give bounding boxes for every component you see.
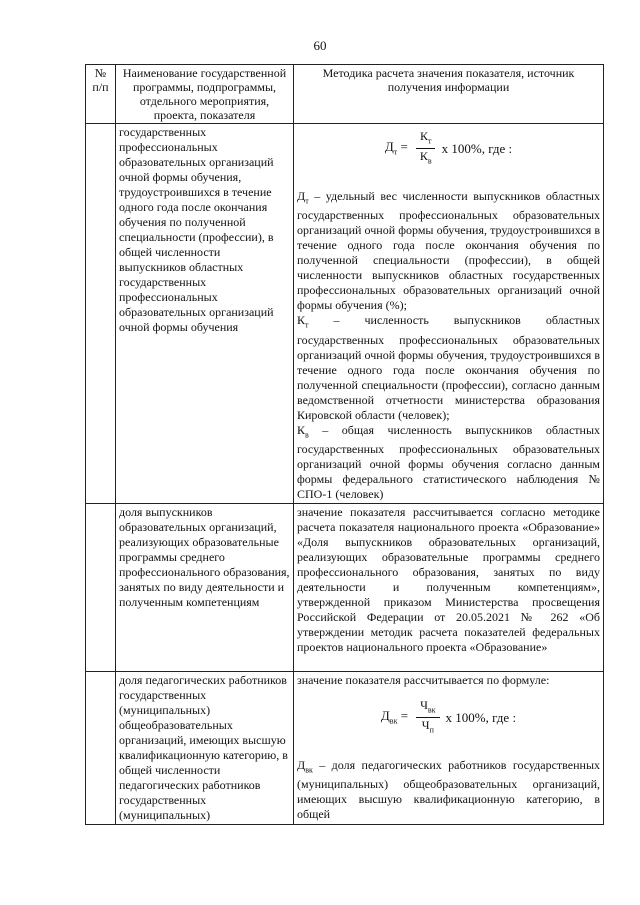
method-cell	[294, 124, 604, 504]
formula-tail: x 100%, где :	[441, 141, 513, 157]
header-method: Методика расчета значения показателя, источник получения информации	[294, 65, 604, 124]
method-cell: значение показателя рассчитывается согласно методике расчета показателя национального проекта «Образование» «Доля выпускников образовательных организаций, реализующих образовательные программы среднего профессионального образования, занятых по виду деятельности и полученным компетенциям», утвержденной приказом Министерства просвещения Российской Федерации от 20.05.2021 № 262 «Об утверждении методик расчета показателей федеральных проектов национального проекта «Образование»	[294, 503, 604, 671]
header-num: № п/п	[86, 65, 116, 124]
formula-fraction	[416, 129, 436, 169]
formula-lhs-sub: т	[393, 147, 398, 157]
definition: $К_т$ – численность выпускников областных государственных профессиональных образовательных организаций очной формы обучения, трудоустроившихся в течение одного года после окончания обучения по полученной специальности (профессии), согласно данным ведомственной отчетности министерства образования Кировской области (человек);	[297, 313, 600, 422]
formula-den: Ч	[421, 718, 430, 733]
formula-den: К	[419, 149, 428, 164]
table-row	[86, 671, 604, 824]
method-cell	[294, 671, 604, 824]
formula-num: Ч	[420, 697, 428, 712]
header-name: Наименование государственной программы, подпрограммы, отдельного мероприятия, проекта, показателя	[116, 65, 294, 124]
method-intro: значение показателя рассчитывается по формуле:	[297, 672, 550, 687]
indicator-name: государственных профессиональных образовательных организаций очной формы обучения, трудоустроившихся в течение одного года после окончания обучения по полученной специальности (профессии), в общей численности выпускников областных государственных профессиональных образовательных организаций очной формы обучения	[116, 124, 294, 504]
formula-fraction	[416, 698, 439, 738]
formula-den-sub: п	[429, 725, 434, 735]
definition: $К_в$ – общая численность выпускников областных государственных профессиональных образовательных организаций очной формы обучения согласно данным формы федерального статистического наблюдения № СПО-1 (человек)	[297, 422, 600, 501]
formula-num-sub: вк	[427, 705, 436, 715]
table-row	[86, 503, 604, 671]
indicator-name: доля выпускников образовательных организаций, реализующих образовательные программы среднего профессионального образования, занятых по виду деятельности и полученным компетенциям	[116, 503, 294, 671]
indicator-name: доля педагогических работников государственных (муниципальных) общеобразовательных организаций, имеющих высшую квалификационную категорию, в общей численности педагогических работников государственных (муниципальных)	[116, 671, 294, 824]
formula-lhs-sub: вк	[389, 716, 398, 726]
formula-lhs: Д	[380, 707, 390, 723]
methodology-table	[85, 64, 604, 825]
row-num	[86, 503, 116, 671]
definition: $Д_т$ – удельный вес численности выпускников областных государственных профессиональных образовательных организаций очной формы обучения, трудоустроившихся в течение одного года после окончания обучения по полученной специальности (профессии), в общей численности выпускников областных государственных профессиональных образовательных организаций очной формы обучения (%);	[297, 188, 600, 313]
page-number: 60	[313, 38, 327, 53]
row-num	[86, 124, 116, 504]
formula-den-sub: в	[427, 156, 432, 166]
table-row	[86, 124, 604, 504]
formula: $Д_{вк}$ = $\frac{Ч_{вк}}{Ч_п}$ x 100%, где :	[297, 698, 600, 738]
table-header-row	[86, 65, 604, 124]
formula: $Д_т$ = $\frac{К_т}{К_в}$ x 100%, где :	[297, 129, 600, 169]
formula-num: К	[419, 129, 428, 143]
formula-lhs: Д	[384, 138, 394, 154]
definition: $Д_{вк}$ – доля педагогических работников государственных (муниципальных) общеобразовательных организаций, имеющих высшую квалификационную категорию, в общей	[297, 757, 600, 822]
formula-num-sub: т	[427, 136, 432, 146]
row-num	[86, 671, 116, 824]
formula-tail: x 100%, где :	[445, 710, 517, 726]
